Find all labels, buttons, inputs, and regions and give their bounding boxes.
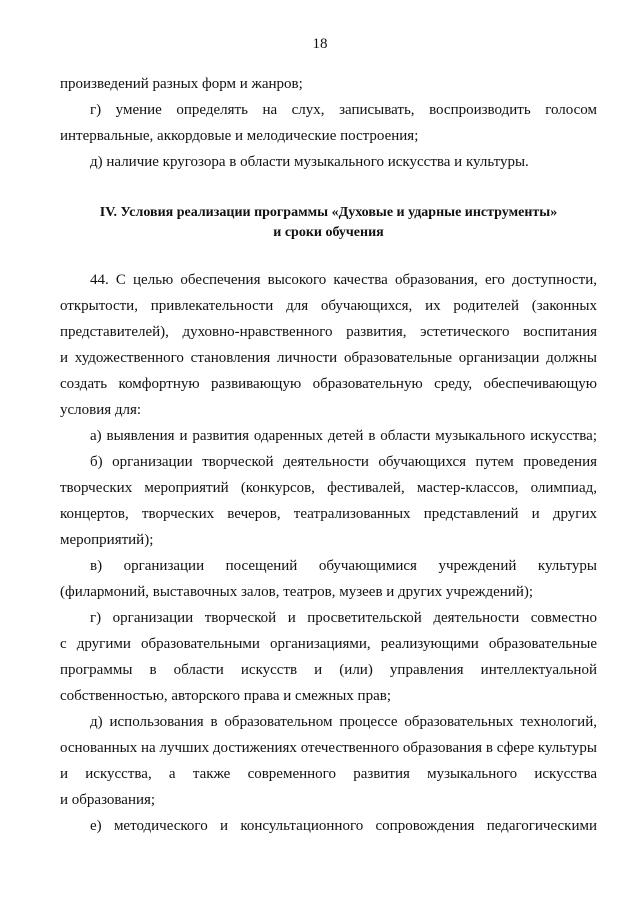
text-line: концертов, творческих вечеров, театрализованных представлений и других [60,506,597,522]
paragraph-item-d-outlook [60,149,597,175]
text-line: и художественного становления личности образовательные организации должны [60,350,597,366]
list-item-e [60,813,597,839]
text-line: произведений разных форм и жанров; [60,76,303,92]
section-heading-line: и сроки обучения [273,225,384,240]
text-line: б) организации творческой деятельности обучающихся путем проведения [90,454,597,470]
list-item-g [60,605,597,709]
page-number: 18 [312,36,328,52]
text-line: е) методического и консультационного сопровождения педагогическими [90,818,597,834]
text-line: программы в области искусств и (или) управления интеллектуальной [60,662,597,678]
text-line: создать комфортную развивающую образовательную среду, обеспечивающую [60,376,597,392]
list-item-d [60,709,597,813]
text-line: интервальные, аккордовые и мелодические построения; [60,128,419,144]
text-line: д) использования в образовательном процессе образовательных технологий, [90,714,597,730]
document-body [60,71,597,839]
text-line: г) умение определять на слух, записывать, воспроизводить голосом [90,102,597,118]
text-line: г) организации творческой и просветительской деятельности совместно [90,610,597,626]
list-item-a [60,423,597,449]
text-line: представителей), духовно-нравственного развития, эстетического воспитания [60,324,597,340]
section-heading [60,203,597,243]
list-item-b [60,449,597,553]
text-line: и искусства, а также современного развития музыкального искусства [60,766,597,782]
text-line: условия для: [60,402,142,418]
paragraph-item-g-hearing [60,97,597,149]
text-line: с другими образовательными организациями, реализующими образовательные [60,636,597,652]
text-line: основанных на лучших достижениях отечественного образования в сфере культуры [60,740,597,756]
text-line: открытости, привлекательности для обучающихся, их родителей (законных [60,298,597,314]
text-line: 44. С целью обеспечения высокого качества образования, его доступности, [90,272,597,288]
text-line: а) выявления и развития одаренных детей в области музыкального искусства; [90,428,597,444]
text-line: в) организации посещений обучающимися учреждений культуры [90,558,597,574]
paragraph-continuation [60,71,597,97]
section-heading-line: IV. Условия реализации программы «Духовые и ударные инструменты» [99,205,558,220]
text-line: мероприятий); [60,532,154,548]
text-line: (филармоний, выставочных залов, театров, музеев и других учреждений); [60,584,534,600]
text-line: собственностью, авторского права и смежных прав; [60,688,391,704]
list-item-v [60,553,597,605]
text-line: и образования; [60,792,156,808]
text-line: д) наличие кругозора в области музыкального искусства и культуры. [90,154,529,170]
text-line: творческих мероприятий (конкурсов, фестивалей, мастер-классов, олимпиад, [60,480,597,496]
paragraph-44 [60,267,597,423]
